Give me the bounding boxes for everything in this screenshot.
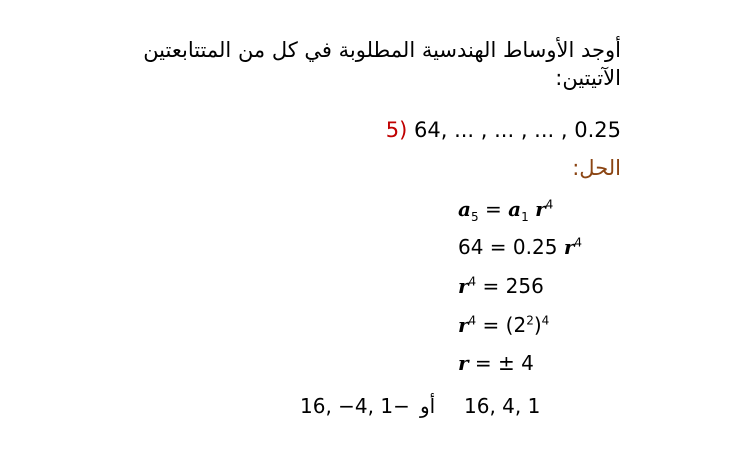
var-r: r bbox=[458, 351, 469, 375]
equation-text: 64 = 0.25 bbox=[458, 235, 564, 259]
problem-number: 5) bbox=[385, 118, 408, 142]
sequence-terms: 64, ... , ... , ... , 0.25 bbox=[414, 118, 621, 142]
solution-label: الحل: bbox=[572, 156, 621, 180]
var-r: r bbox=[563, 235, 575, 259]
exponent: 2 bbox=[526, 313, 534, 328]
answer-connector: أو bbox=[420, 394, 436, 418]
answer-first: 16, 4, 1 bbox=[464, 394, 541, 418]
var-r: r bbox=[458, 274, 469, 298]
exponent: 4 bbox=[574, 235, 582, 250]
var-a: a bbox=[508, 197, 522, 221]
equation-text: = ± 4 bbox=[468, 351, 534, 375]
equals: = bbox=[478, 197, 509, 221]
equation-line-1 bbox=[458, 195, 553, 223]
subscript: 1 bbox=[521, 210, 529, 224]
var-a: a bbox=[458, 197, 471, 221]
equation-text: ) bbox=[533, 313, 542, 337]
subscript: 5 bbox=[470, 210, 479, 224]
equation-line-5 bbox=[458, 349, 534, 377]
question-text: أوجد الأوساط الهندسية المطلوبة في كل من المتتابعتين الآتيتين: bbox=[143, 38, 621, 90]
equation-line-4 bbox=[458, 311, 549, 339]
exponent: 4 bbox=[545, 197, 554, 212]
exponent: 4 bbox=[468, 313, 477, 328]
var-r: r bbox=[535, 197, 546, 221]
answer-second: 16, −4, 1− bbox=[300, 394, 410, 418]
exponent: 4 bbox=[468, 274, 477, 289]
var-r: r bbox=[458, 313, 469, 337]
problem-sequence bbox=[386, 116, 621, 144]
equation-text: = 256 bbox=[476, 274, 544, 298]
exponent: 4 bbox=[541, 313, 550, 328]
equation-text: = (2 bbox=[476, 313, 527, 337]
equation-line-3 bbox=[458, 272, 544, 300]
equation-line-2 bbox=[458, 233, 582, 261]
